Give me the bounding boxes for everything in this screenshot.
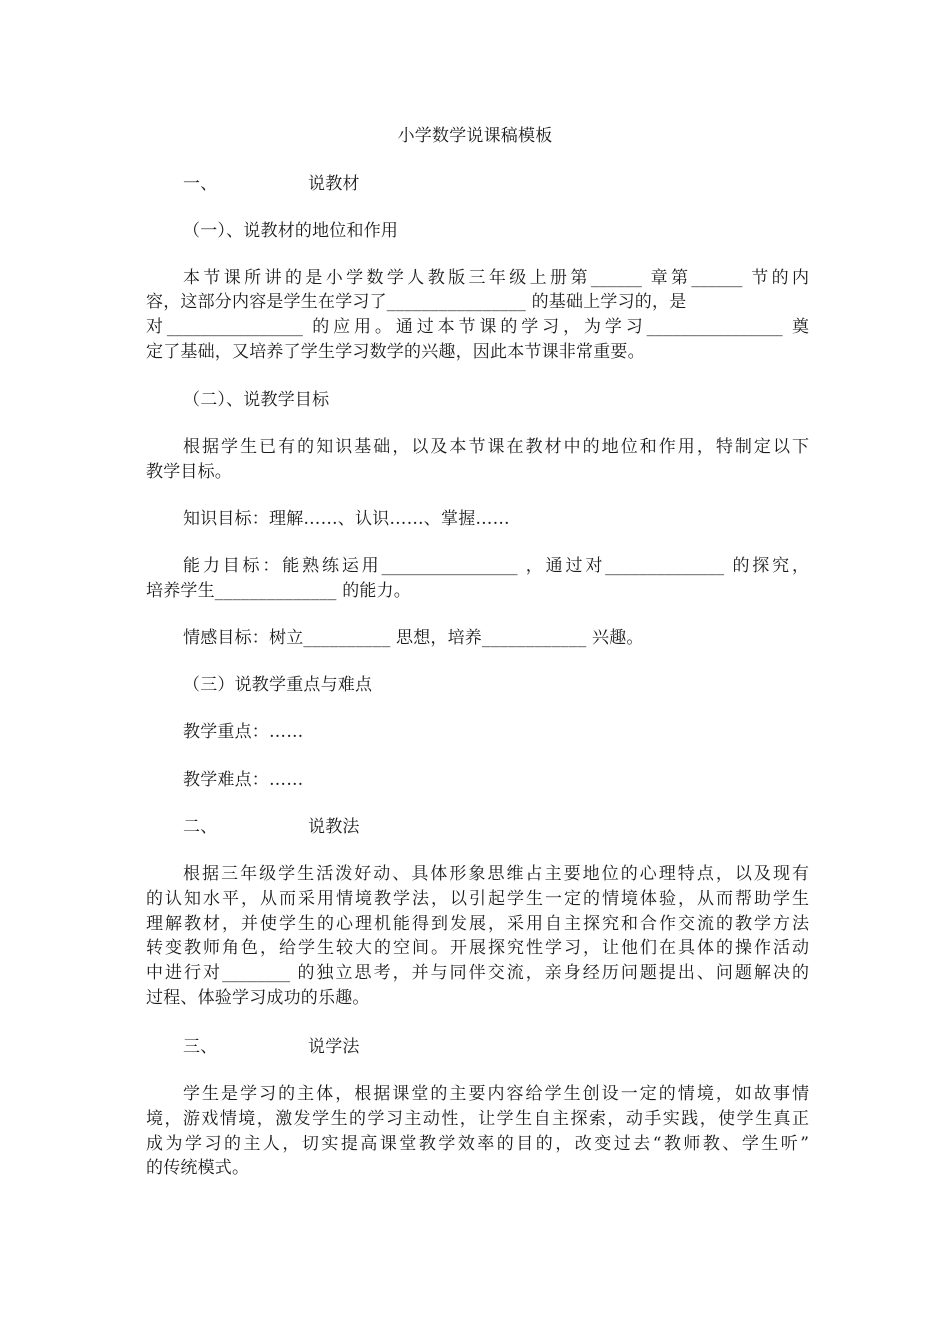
section-3-number: 三、: [183, 1037, 218, 1057]
section-1-number: 一、: [183, 174, 218, 194]
subsection-2-heading: （二）、说教学目标: [183, 390, 330, 410]
emotion-goal: 情感目标：树立__________ 思想，培养____________ 兴趣。: [183, 628, 644, 648]
paragraph-line: 的认知水平，从而采用情境教学法，以引起学生一定的情境体验，从而帮助学生: [146, 889, 809, 909]
paragraph-line: 定了基础，又培养了学生学习数学的兴趣，因此本节课非常重要。: [146, 342, 645, 362]
paragraph-line: 学生是学习的主体，根据课堂的主要内容给学生创设一定的情境，如故事情: [183, 1084, 809, 1104]
paragraph-line: 的传统模式。: [146, 1158, 250, 1178]
paragraph-line: 境，游戏情境，激发学生的学习主动性，让学生自主探索，动手实践，使学生真正: [146, 1109, 809, 1129]
section-3-heading: 说学法: [308, 1037, 360, 1057]
paragraph-line: 教学目标。: [146, 462, 232, 482]
paragraph-line: 成为学习的主人，切实提高课堂教学效率的目的，改变过去“教师教、学生听”: [146, 1134, 809, 1154]
key-point: 教学重点：……: [183, 722, 304, 742]
ability-goal-line: 能力目标：能熟练运用________________ ，通过对______________ 的探究，: [183, 556, 809, 576]
section-2-heading: 说教法: [308, 817, 360, 837]
paragraph-line: 根据学生已有的知识基础，以及本节课在教材中的地位和作用，特制定以下: [183, 437, 809, 457]
page-title: 小学数学说课稿模板: [397, 126, 553, 146]
knowledge-goal: 知识目标：理解……、认识……、掌握……: [183, 509, 510, 529]
paragraph-line: 根据三年级学生活泼好动、具体形象思维占主要地位的心理特点，以及现有: [183, 864, 809, 884]
section-2-number: 二、: [183, 817, 218, 837]
section-1-heading: 说教材: [308, 174, 360, 194]
subsection-3-heading: （三）说教学重点与难点: [183, 675, 373, 695]
difficult-point: 教学难点：……: [183, 770, 304, 790]
paragraph-line: 本节课所讲的是小学数学人教版三年级上册第______ 章第______ 节的内: [183, 268, 809, 288]
paragraph-line: 过程、体验学习成功的乐趣。: [146, 988, 370, 1008]
paragraph-line: 对________________ 的应用。通过本节课的学习，为学习________________ 奠: [146, 317, 809, 337]
paragraph-line: 中进行对________ 的独立思考，并与同伴交流，亲身经历问题提出、问题解决的: [146, 963, 809, 983]
subsection-1-heading: （一）、说教材的地位和作用: [183, 221, 399, 241]
paragraph-line: 容，这部分内容是学生在学习了________________ 的基础上学习的，是: [146, 292, 687, 312]
ability-goal-line: 培养学生______________ 的能力。: [146, 581, 412, 601]
paragraph-line: 理解教材，并使学生的心理机能得到发展，采用自主探究和合作交流的教学方法: [146, 914, 809, 934]
paragraph-line: 转变教师角色，给学生较大的空间。开展探究性学习，让他们在具体的操作活动: [146, 938, 809, 958]
